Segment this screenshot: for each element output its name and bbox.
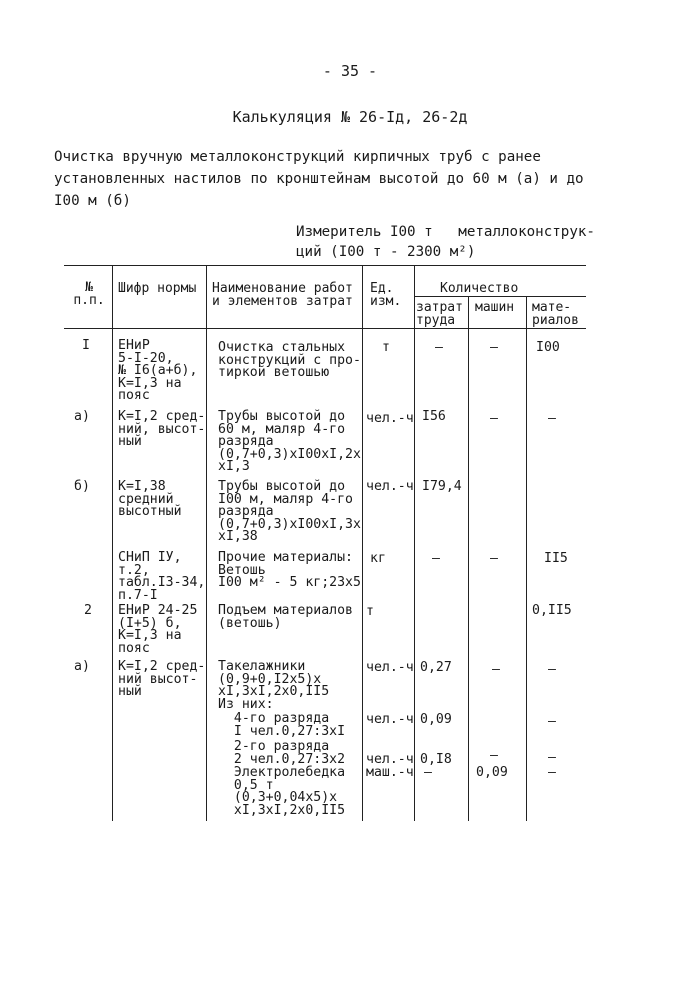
table-top-rule (64, 265, 586, 266)
header-labor: затрат труда (416, 300, 463, 328)
header-num: № п.п. (73, 280, 105, 308)
row-materials: II5 (544, 551, 568, 566)
row-unit: кг (370, 551, 386, 566)
header-code: Шифр нормы (118, 281, 197, 296)
row-machines: – (490, 411, 498, 426)
row-unit: чел.-ч (366, 712, 414, 727)
row-unit: т (382, 340, 390, 355)
row-labor: 0,I8 (420, 752, 452, 767)
row-unit: т (366, 604, 374, 619)
measure-line: ций (I00 т - 2300 м²) (296, 244, 476, 260)
column-divider (468, 296, 469, 821)
column-divider (206, 265, 207, 821)
row-code: СНиП IУ, т.2, табл.I3-34, п.7-I (118, 550, 206, 603)
description-line: Очистка вручную металлоконструкций кирпичных труб с ранее (54, 149, 541, 165)
row-num: I (82, 338, 90, 353)
row-name: Трубы высотой до 60 м, маляр 4-го разряда (0,7+0,3)хI00хI,2х хI,3 (218, 409, 361, 475)
header-name: Наименование работ и элементов затрат (212, 281, 353, 309)
row-code: ЕНиР 24-25 (I+5) б, К=I,3 на пояс (118, 603, 198, 656)
row-materials: – (548, 714, 556, 729)
row-labor: I79,4 (422, 479, 462, 494)
row-name: Трубы высотой до I00 м, маляр 4-го разряда (0,7+0,3)хI00хI,3х хI,38 (218, 479, 361, 545)
row-unit: чел.-ч (366, 411, 414, 426)
row-unit: чел.-ч (366, 660, 414, 675)
row-num: 2 (84, 603, 92, 618)
description-line: установленных настилов по кронштейнам высотой до 60 м (а) и до (54, 171, 584, 187)
row-machines: – (490, 748, 498, 763)
row-labor: – (424, 765, 432, 780)
row-code: К=I,38 средний высотный (118, 479, 182, 520)
column-divider (362, 265, 363, 821)
measure-unit (296, 222, 626, 262)
row-labor: 0,09 (420, 712, 452, 727)
row-name: Электролебедка 0,5 т (0,3+0,04х5)х хI,3хI,2х0,II5 (233, 765, 346, 818)
row-machines: – (490, 340, 498, 355)
calculation-title: Калькуляция № 26-Iд, 26-2д (232, 108, 468, 126)
row-machines: 0,09 (476, 765, 508, 780)
column-divider (414, 265, 415, 821)
header-machines: машин (475, 300, 515, 315)
row-name: Такелажники (0,9+0,I2х5)х хI,3хI,2х0,II5 Из них: (218, 659, 330, 712)
header-materials: мате- риалов (532, 300, 579, 328)
row-num: а) (74, 659, 90, 674)
row-code: К=I,2 сред- ний высот- ный (118, 659, 206, 700)
row-labor: I56 (422, 409, 446, 424)
row-materials: – (548, 765, 556, 780)
row-materials: – (548, 662, 556, 677)
row-materials: – (548, 750, 556, 765)
row-labor: – (435, 340, 443, 355)
row-labor: – (432, 551, 440, 566)
row-unit: маш.-ч (366, 765, 414, 780)
column-divider (526, 296, 527, 821)
row-materials: – (548, 411, 556, 426)
row-num: б) (74, 479, 90, 494)
row-name: 4-го разряда I чел.0,27:3хI (233, 711, 346, 739)
header-bottom-rule (64, 328, 586, 329)
row-machines: – (492, 662, 500, 677)
row-name: Очистка стальных конструкций с про- тиркой ветошью (218, 340, 361, 381)
work-description (54, 146, 654, 212)
row-materials: I00 (536, 340, 560, 355)
row-name: Прочие материалы: Ветошь I00 м² - 5 кг;23х5 (218, 550, 361, 591)
row-code: К=I,2 сред- ний, высот- ный (118, 409, 206, 450)
quantity-subheader-rule (414, 296, 586, 297)
row-unit: чел.-ч (366, 752, 414, 767)
row-code: ЕНиР 5-I-20, № I6(а+б), К=I,3 на пояс (118, 338, 198, 404)
description-line: I00 м (б) (54, 193, 131, 209)
page-number: - 35 - (322, 62, 378, 80)
header-unit: Ед. изм. (370, 281, 402, 309)
row-name: Подъем материалов (ветошь) (218, 603, 353, 631)
row-unit: чел.-ч (366, 479, 414, 494)
row-materials: 0,II5 (532, 603, 572, 618)
row-labor: 0,27 (420, 660, 452, 675)
row-machines: – (490, 551, 498, 566)
row-name: 2-го разряда 2 чел.0,27:3х2 (233, 739, 346, 767)
column-divider (112, 265, 113, 821)
header-quantity: Количество (440, 281, 519, 296)
measure-line: Измеритель I00 т металлоконструк- (296, 224, 595, 240)
row-num: а) (74, 409, 90, 424)
